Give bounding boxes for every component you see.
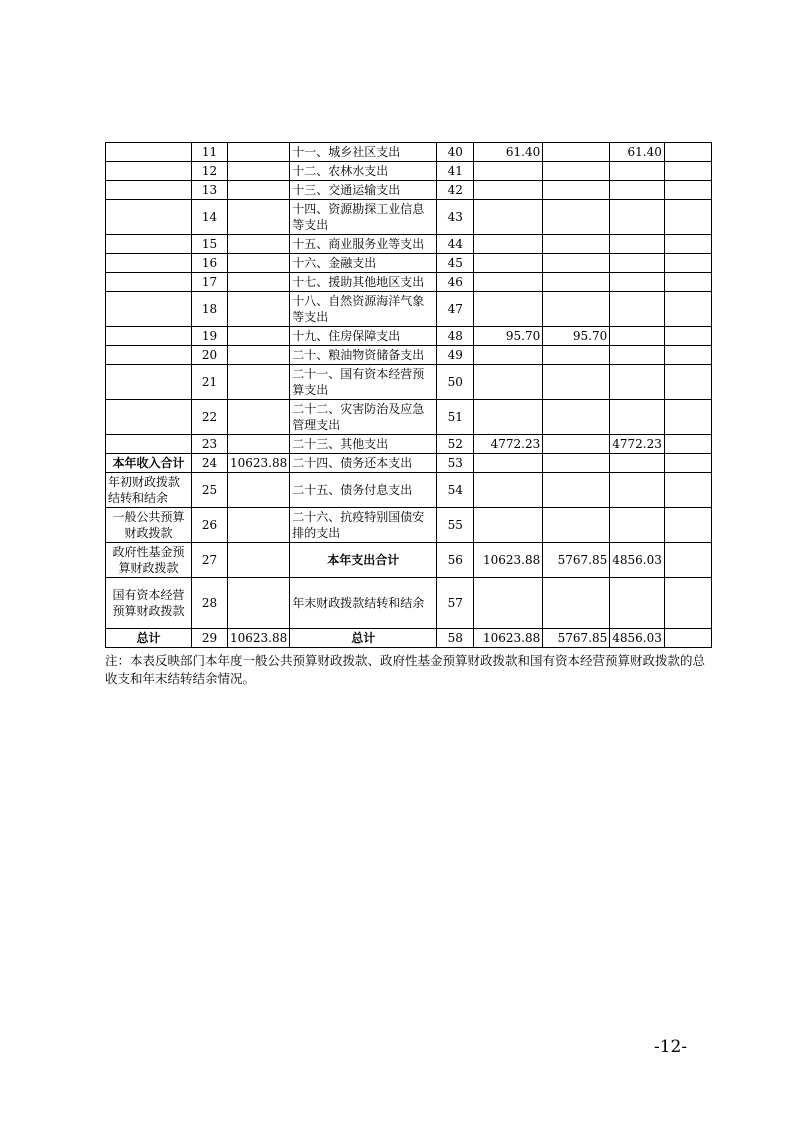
state-capital-amount: [664, 235, 711, 254]
general-budget-amount: [543, 365, 610, 400]
table-row: [106, 254, 712, 273]
expense-total: [474, 273, 543, 292]
expense-row-number: 46: [437, 273, 474, 292]
expense-total-label: 本年支出合计: [290, 543, 437, 578]
income-item-label: [106, 400, 192, 435]
income-item-label: [106, 346, 192, 365]
table-row: [106, 365, 712, 400]
government-fund-amount: [610, 254, 665, 273]
income-item-label: 一般公共预算财政拨款: [106, 508, 192, 543]
expense-total: [474, 181, 543, 200]
income-amount: [228, 200, 290, 235]
income-amount: [228, 162, 290, 181]
expense-row-number: 41: [437, 162, 474, 181]
table-row: [106, 181, 712, 200]
general-budget-amount: 5767.85: [543, 543, 610, 578]
state-capital-amount: [664, 181, 711, 200]
income-row-number: 20: [192, 346, 228, 365]
general-budget-amount: [543, 578, 610, 629]
table-row: [106, 629, 712, 648]
expense-item-label: 年末财政拨款结转和结余: [290, 578, 437, 629]
expense-total: 10623.88: [474, 543, 543, 578]
expense-row-number: 42: [437, 181, 474, 200]
expense-item-label: 十五、商业服务业等支出: [290, 235, 437, 254]
expense-total: [474, 346, 543, 365]
income-amount: 10623.88: [228, 629, 290, 648]
expense-row-number: 53: [437, 454, 474, 473]
table-row: [106, 143, 712, 162]
expense-row-number: 52: [437, 435, 474, 454]
expense-item-label: 二十三、其他支出: [290, 435, 437, 454]
government-fund-amount: [610, 292, 665, 327]
expense-item-label: 十七、援助其他地区支出: [290, 273, 437, 292]
income-amount: [228, 435, 290, 454]
general-budget-amount: [543, 143, 610, 162]
expense-row-number: 51: [437, 400, 474, 435]
income-item-label: [106, 365, 192, 400]
government-fund-amount: [610, 346, 665, 365]
table-row: [106, 327, 712, 346]
income-amount: 10623.88: [228, 454, 290, 473]
government-fund-amount: [610, 181, 665, 200]
state-capital-amount: [664, 273, 711, 292]
table-footnote: 注：本表反映部门本年度一般公共预算财政拨款、政府性基金预算财政拨款和国有资本经营预算财政拨款的总收支和年末结转结余情况。: [105, 653, 706, 686]
page-number: -12-: [654, 1037, 688, 1057]
income-amount: [228, 292, 290, 327]
income-amount: [228, 578, 290, 629]
income-row-number: 27: [192, 543, 228, 578]
expense-item-label: 二十五、债务付息支出: [290, 473, 437, 508]
general-budget-amount: [543, 435, 610, 454]
state-capital-amount: [664, 346, 711, 365]
state-capital-amount: [664, 143, 711, 162]
government-fund-amount: [610, 578, 665, 629]
income-row-number: 17: [192, 273, 228, 292]
income-row-number: 12: [192, 162, 228, 181]
income-row-number: 28: [192, 578, 228, 629]
state-capital-amount: [664, 162, 711, 181]
income-amount: [228, 327, 290, 346]
general-budget-amount: [543, 162, 610, 181]
general-budget-amount: [543, 181, 610, 200]
expense-row-number: 58: [437, 629, 474, 648]
expense-item-label: 二十、粮油物资储备支出: [290, 346, 437, 365]
income-row-number: 22: [192, 400, 228, 435]
table-row: [106, 454, 712, 473]
expense-row-number: 57: [437, 578, 474, 629]
general-budget-amount: [543, 254, 610, 273]
expense-row-number: 48: [437, 327, 474, 346]
table-row: [106, 473, 712, 508]
income-row-number: 24: [192, 454, 228, 473]
income-amount: [228, 508, 290, 543]
general-budget-amount: [543, 292, 610, 327]
income-row-number: 15: [192, 235, 228, 254]
income-item-label: [106, 143, 192, 162]
income-amount: [228, 365, 290, 400]
state-capital-amount: [664, 292, 711, 327]
expense-total: [474, 292, 543, 327]
income-amount: [228, 346, 290, 365]
government-fund-amount: [610, 508, 665, 543]
general-budget-amount: [543, 200, 610, 235]
government-fund-amount: 4856.03: [610, 629, 665, 648]
table-row: [106, 400, 712, 435]
expense-row-number: 50: [437, 365, 474, 400]
table-row: [106, 435, 712, 454]
income-amount: [228, 254, 290, 273]
expense-item-label: 二十二、灾害防治及应急管理支出: [290, 400, 437, 435]
government-fund-amount: [610, 473, 665, 508]
income-row-number: 11: [192, 143, 228, 162]
income-item-label: 政府性基金预算财政拨款: [106, 543, 192, 578]
state-capital-amount: [664, 400, 711, 435]
expense-total: [474, 508, 543, 543]
expense-total: 61.40: [474, 143, 543, 162]
income-row-number: 21: [192, 365, 228, 400]
table-row: [106, 543, 712, 578]
general-budget-amount: [543, 235, 610, 254]
expense-item-label: 十六、金融支出: [290, 254, 437, 273]
table-row: [106, 346, 712, 365]
income-row-number: 23: [192, 435, 228, 454]
income-row-number: 16: [192, 254, 228, 273]
general-budget-amount: [543, 508, 610, 543]
general-budget-amount: [543, 400, 610, 435]
income-amount: [228, 143, 290, 162]
income-item-label: [106, 273, 192, 292]
state-capital-amount: [664, 435, 711, 454]
state-capital-amount: [664, 578, 711, 629]
income-amount: [228, 273, 290, 292]
expense-item-label: 二十四、债务还本支出: [290, 454, 437, 473]
table-row: [106, 162, 712, 181]
expense-row-number: 44: [437, 235, 474, 254]
expense-item-label: 二十一、国有资本经营预算支出: [290, 365, 437, 400]
expense-row-number: 56: [437, 543, 474, 578]
income-item-label: [106, 435, 192, 454]
expense-row-number: 47: [437, 292, 474, 327]
government-fund-amount: [610, 273, 665, 292]
income-row-number: 29: [192, 629, 228, 648]
expense-item-label: 十三、交通运输支出: [290, 181, 437, 200]
government-fund-amount: 61.40: [610, 143, 665, 162]
government-fund-amount: [610, 400, 665, 435]
state-capital-amount: [664, 365, 711, 400]
general-budget-amount: [543, 473, 610, 508]
expense-item-label: 十四、资源勘探工业信息等支出: [290, 200, 437, 235]
expense-total: 95.70: [474, 327, 543, 346]
table-row: [106, 508, 712, 543]
expense-total: [474, 254, 543, 273]
government-fund-amount: [610, 200, 665, 235]
grand-total-label: 总计: [106, 629, 192, 648]
government-fund-amount: [610, 235, 665, 254]
income-row-number: 18: [192, 292, 228, 327]
table-row: [106, 200, 712, 235]
income-row-number: 26: [192, 508, 228, 543]
income-row-number: 25: [192, 473, 228, 508]
government-fund-amount: 4772.23: [610, 435, 665, 454]
general-budget-amount: [543, 346, 610, 365]
state-capital-amount: [664, 454, 711, 473]
income-total-label: 本年收入合计: [106, 454, 192, 473]
table-row: [106, 578, 712, 629]
income-row-number: 13: [192, 181, 228, 200]
state-capital-amount: [664, 327, 711, 346]
government-fund-amount: [610, 454, 665, 473]
expense-total: [474, 162, 543, 181]
expense-row-number: 40: [437, 143, 474, 162]
expense-total: 10623.88: [474, 629, 543, 648]
state-capital-amount: [664, 543, 711, 578]
government-fund-amount: 4856.03: [610, 543, 665, 578]
grand-total-label: 总计: [290, 629, 437, 648]
government-fund-amount: [610, 327, 665, 346]
income-item-label: [106, 327, 192, 346]
income-item-label: [106, 254, 192, 273]
expense-total: 4772.23: [474, 435, 543, 454]
expense-row-number: 54: [437, 473, 474, 508]
expense-item-label: 十一、城乡社区支出: [290, 143, 437, 162]
income-item-label: [106, 162, 192, 181]
income-item-label: [106, 235, 192, 254]
expense-total: [474, 400, 543, 435]
state-capital-amount: [664, 473, 711, 508]
expense-row-number: 49: [437, 346, 474, 365]
fiscal-appropriation-table: [105, 142, 712, 648]
state-capital-amount: [664, 254, 711, 273]
expense-item-label: 十二、农林水支出: [290, 162, 437, 181]
expense-item-label: 十九、住房保障支出: [290, 327, 437, 346]
income-item-label: 年初财政拨款结转和结余: [106, 473, 192, 508]
income-amount: [228, 235, 290, 254]
table-row: [106, 292, 712, 327]
state-capital-amount: [664, 508, 711, 543]
income-item-label: [106, 292, 192, 327]
general-budget-amount: [543, 273, 610, 292]
state-capital-amount: [664, 629, 711, 648]
income-item-label: [106, 181, 192, 200]
income-row-number: 19: [192, 327, 228, 346]
expense-total: [474, 235, 543, 254]
expense-total: [474, 365, 543, 400]
government-fund-amount: [610, 365, 665, 400]
expense-total: [474, 473, 543, 508]
expense-total: [474, 578, 543, 629]
general-budget-amount: 95.70: [543, 327, 610, 346]
expense-row-number: 55: [437, 508, 474, 543]
state-capital-amount: [664, 200, 711, 235]
expense-row-number: 43: [437, 200, 474, 235]
expense-item-label: 十八、自然资源海洋气象等支出: [290, 292, 437, 327]
general-budget-amount: 5767.85: [543, 629, 610, 648]
income-item-label: 国有资本经营预算财政拨款: [106, 578, 192, 629]
income-amount: [228, 400, 290, 435]
general-budget-amount: [543, 454, 610, 473]
government-fund-amount: [610, 162, 665, 181]
expense-total: [474, 454, 543, 473]
income-item-label: [106, 200, 192, 235]
expense-item-label: 二十六、抗疫特别国债安排的支出: [290, 508, 437, 543]
income-amount: [228, 543, 290, 578]
expense-total: [474, 200, 543, 235]
income-row-number: 14: [192, 200, 228, 235]
table-row: [106, 273, 712, 292]
expense-row-number: 45: [437, 254, 474, 273]
income-amount: [228, 181, 290, 200]
table-row: [106, 235, 712, 254]
income-amount: [228, 473, 290, 508]
